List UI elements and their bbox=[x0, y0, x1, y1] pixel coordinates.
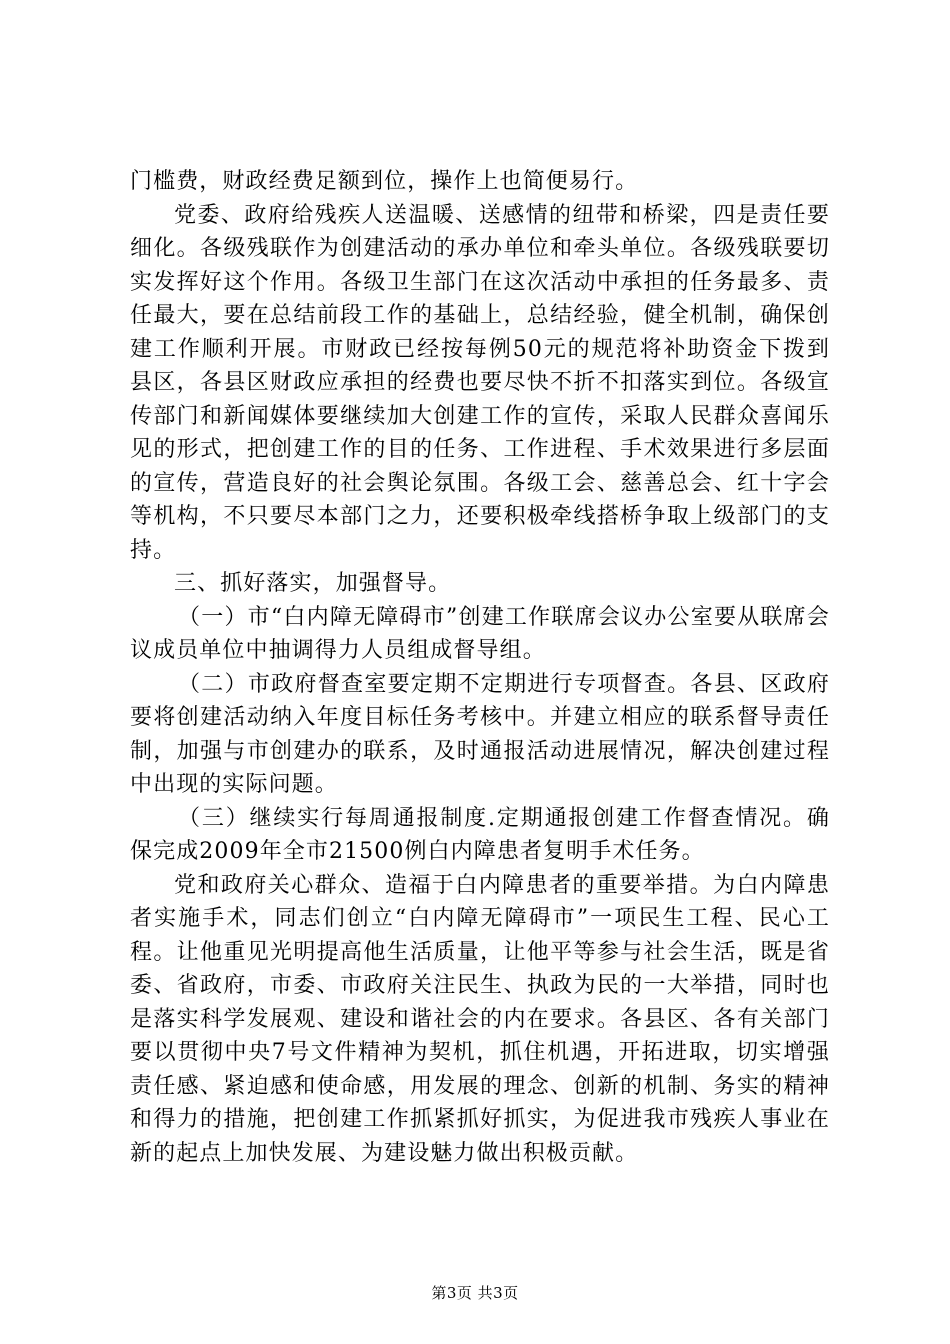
paragraph-conclusion: 党和政府关心群众、造福于白内障患者的重要举措。为白内障患者实施手术，同志们创立“白内障无障碍市”一项民生工程、民心工程。让他重见光明提高他生活质量，让他平等参与社会生活，既是省委、省政府，市委、市政府关注民生、执政为民的一大举措，同时也是落实科学发展观、建设和谐社会的内在要求。各县区、各有关部门要以贯彻中央7号文件精神为契机，抓住机遇，开拓进取，切实增强责任感、紧迫感和使命感，用发展的理念、创新的机制、务实的精神和得力的措施，把创建工作抓紧抓好抓实，为促进我市残疾人事业在新的起点上加快发展、为建设魅力做出积极贡献。 bbox=[130, 872, 830, 1166]
page-number: 第3页 共3页 bbox=[431, 1284, 519, 1302]
list-item-3: （三）继续实行每周通报制度.定期通报创建工作督查情况。确保完成2009年全市21500例白内障患者复明手术任务。 bbox=[130, 805, 830, 864]
paragraph-continued: 门槛费，财政经费足额到位，操作上也简便易行。 bbox=[130, 169, 639, 194]
document-body bbox=[130, 165, 830, 1170]
list-item-1: （一）市“白内障无障碍市”创建工作联席会议办公室要从联席会议成员单位中抽调得力人员组成督导组。 bbox=[130, 604, 830, 663]
section-heading: 三、抓好落实，加强督导。 bbox=[174, 571, 452, 596]
list-item-2: （二）市政府督查室要定期不定期进行专项督查。各县、区政府要将创建活动纳入年度目标任务考核中。并建立相应的联系督导责任制，加强与市创建办的联系，及时通报活动进展情况，解决创建过程中出现的实际问题。 bbox=[130, 671, 830, 797]
paragraph-responsibility: 党委、政府给残疾人送温暖、送感情的纽带和桥梁，四是责任要细化。各级残联作为创建活动的承办单位和牵头单位。各级残联要切实发挥好这个作用。各级卫生部门在这次活动中承担的任务最多、责任最大，要在总结前段工作的基础上，总结经验，健全机制，确保创建工作顺利开展。市财政已经按每例50元的规范将补助资金下拨到县区，各县区财政应承担的经费也要尽快不折不扣落实到位。各级宣传部门和新闻媒体要继续加大创建工作的宣传，采取人民群众喜闻乐见的形式，把创建工作的目的任务、工作进程、手术效果进行多层面的宣传，营造良好的社会舆论氛围。各级工会、慈善总会、红十字会等机构，不只要尽本部门之力，还要积极牵线搭桥争取上级部门的支持。 bbox=[130, 202, 830, 563]
